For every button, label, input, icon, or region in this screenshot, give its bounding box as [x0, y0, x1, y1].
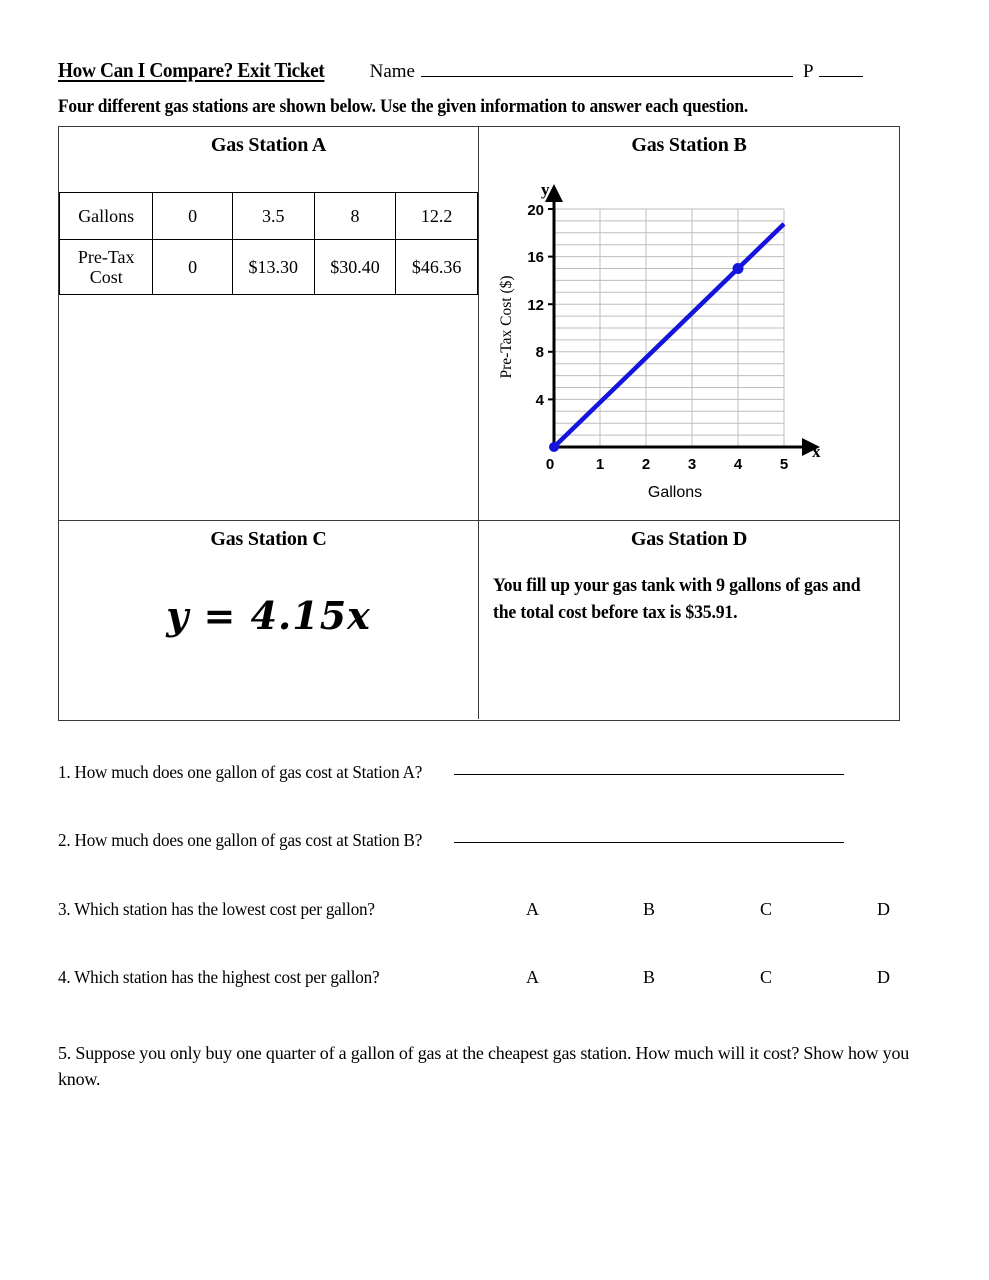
question-3-choice-d[interactable]: D	[877, 899, 890, 919]
row-header-pretax-cost: Pre-Tax Cost	[60, 240, 153, 295]
y-tick-4: 4	[535, 392, 544, 409]
gas-station-b-title: Gas Station B	[631, 134, 747, 156]
question-5	[58, 1040, 928, 1092]
gas-station-a-table	[59, 192, 478, 295]
gas-station-d-title: Gas Station D	[630, 528, 748, 550]
gas-station-c-title: Gas Station C	[210, 528, 327, 550]
question-4-text: 4. Which station has the highest cost per gallon?	[58, 967, 380, 987]
gas-station-c-equation: y = 4.15x	[166, 593, 371, 638]
y-tick-20: 20	[527, 202, 544, 219]
y-axis-label: Pre-Tax Cost ($)	[498, 275, 515, 379]
line-chart-svg	[479, 157, 899, 512]
question-2-text: 2. How much does one gallon of gas cost at Station B?	[58, 830, 423, 850]
question-5-text: 5. Suppose you only buy one quarter of a gallon of gas at the cheapest gas station. How much will it cost? Show how you know.	[58, 1043, 910, 1090]
y-tick-16: 16	[527, 249, 544, 266]
x-tick-4: 4	[733, 456, 743, 473]
question-3-choice-c[interactable]: C	[760, 899, 772, 919]
cell-gallons-3: 12.2	[396, 193, 478, 240]
chart-point-origin	[549, 442, 559, 452]
x-tick-1: 1	[595, 456, 605, 473]
question-1	[58, 762, 918, 783]
question-4-choices	[58, 967, 918, 989]
cell-cost-3: $46.36	[396, 240, 478, 295]
period-input-blank[interactable]	[819, 76, 863, 77]
question-3-text: 3. Which station has the lowest cost per gallon?	[58, 899, 375, 919]
cell-cost-1: $13.30	[232, 240, 314, 295]
x-axis-name: x	[812, 442, 821, 461]
question-4-choice-a[interactable]: A	[526, 967, 539, 987]
table-row	[60, 240, 478, 295]
question-4	[58, 967, 918, 988]
y-tick-8: 8	[535, 344, 544, 361]
table-row	[60, 193, 478, 240]
question-3-choice-a[interactable]: A	[526, 899, 539, 919]
cell-gallons-0: 0	[153, 193, 233, 240]
gas-station-d-cell	[479, 521, 899, 719]
instructions-text: Four different gas stations are shown below. Use the given information to answer each question.	[58, 97, 748, 117]
gas-station-a-title: Gas Station A	[210, 134, 327, 156]
page-title: How Can I Compare? Exit Ticket	[58, 58, 325, 82]
cell-gallons-2: 8	[314, 193, 396, 240]
question-1-text: 1. How much does one gallon of gas cost at Station A?	[58, 762, 423, 782]
period-label: P	[802, 61, 814, 82]
cell-gallons-1: 3.5	[232, 193, 314, 240]
cell-cost-0: 0	[153, 240, 233, 295]
cell-cost-2: $30.40	[314, 240, 396, 295]
question-2	[58, 830, 918, 851]
y-axis-name: y	[541, 180, 550, 199]
y-tick-12: 12	[527, 297, 544, 314]
question-4-choice-c[interactable]: C	[760, 967, 772, 987]
name-label: Name	[369, 61, 415, 82]
name-input-blank[interactable]	[421, 76, 793, 77]
y-tick-labels	[527, 202, 544, 409]
gas-station-c-cell	[59, 521, 479, 719]
x-tick-labels	[546, 456, 788, 473]
gas-station-a-cell	[59, 127, 479, 521]
x-axis-label: Gallons	[647, 484, 703, 501]
question-4-choice-d[interactable]: D	[877, 967, 890, 987]
worksheet-header	[58, 58, 903, 88]
x-tick-5: 5	[779, 456, 789, 473]
x-tick-2: 2	[641, 456, 651, 473]
question-3	[58, 899, 918, 920]
gas-station-b-chart	[479, 157, 899, 512]
x-tick-0: 0	[545, 456, 555, 473]
chart-line-series	[554, 224, 784, 447]
gas-station-b-cell	[479, 127, 899, 521]
row-header-gallons: Gallons	[60, 193, 153, 240]
x-tick-3: 3	[687, 456, 697, 473]
question-1-answer-blank[interactable]	[454, 774, 844, 775]
question-3-choices	[58, 899, 918, 921]
question-4-choice-b[interactable]: B	[643, 967, 655, 987]
gas-station-d-text: You fill up your gas tank with 9 gallons of gas and the total cost before tax is $35.91.	[493, 576, 861, 623]
gas-stations-grid	[58, 126, 900, 721]
question-2-answer-blank[interactable]	[454, 842, 844, 843]
question-3-choice-b[interactable]: B	[643, 899, 655, 919]
chart-point-4-15	[733, 263, 744, 274]
